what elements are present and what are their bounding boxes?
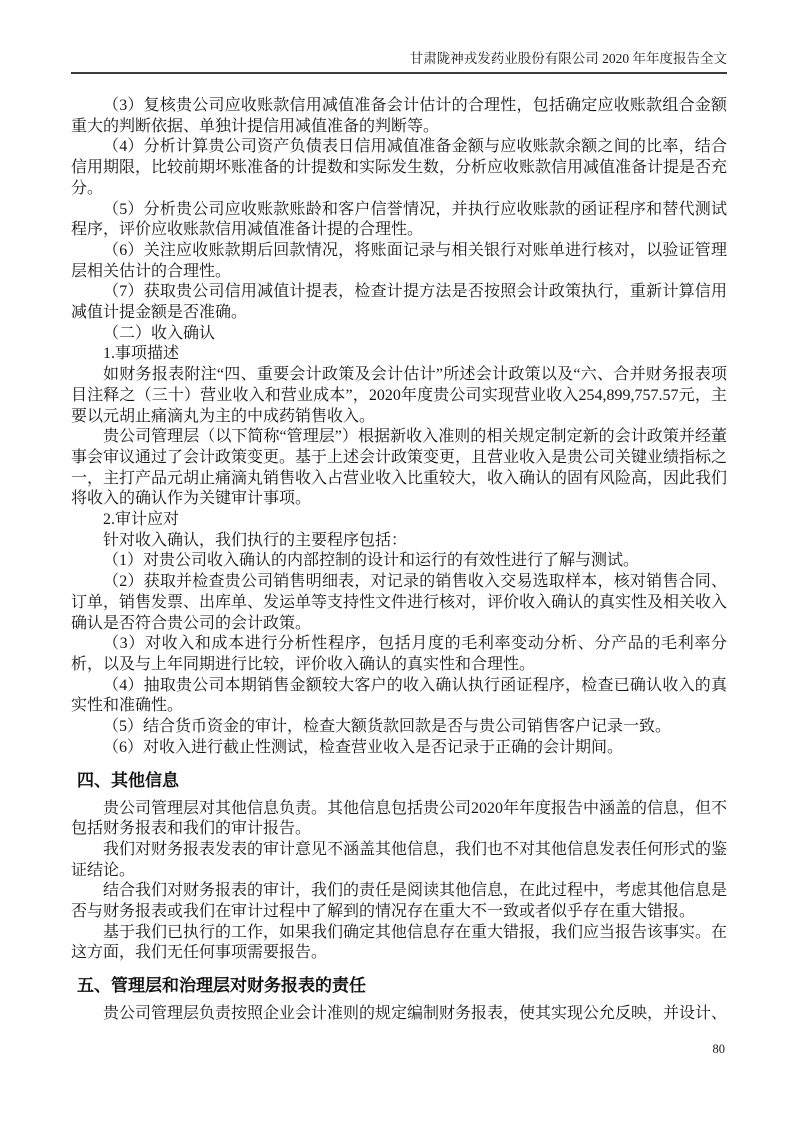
paragraph: （6）关注应收账款期后回款情况，将账面记录与相关银行对账单进行核对，以验证管理层相关估计的合理性。 — [71, 241, 727, 280]
paragraph: （7）获取贵公司信用减值计提表，检查计提方法是否按照会计政策执行，重新计算信用减值计提金额是否准确。 — [71, 283, 727, 322]
paragraph: 如财务报表附注“四、重要会计政策及会计估计”所述会计政策以及“六、合并财务报表项目注释之（三十）营业收入和营业成本”，2020年度贵公司实现营业收入254,899,757.57元，主要以元胡止痛滴丸为主的中成药销售收入。 — [71, 366, 727, 425]
section-heading: 四、其他信息 — [77, 770, 179, 790]
paragraph: 贵公司管理层对其他信息负责。其他信息包括贵公司2020年年度报告中涵盖的信息，但不包括财务报表和我们的审计报告。 — [71, 799, 728, 838]
paragraph: （6）对收入进行截止性测试，检查营业收入是否记录于正确的会计期间。 — [103, 738, 624, 756]
paragraph: （2）获取并检查贵公司销售明细表，对记录的销售收入交易选取样本，核对销售合同、订单，销售发票、出库单、发运单等支持性文件进行核对，评价收入确认的真实性及相关收入确认是否符合贵公司的会计政策。 — [71, 573, 728, 632]
paragraph: 贵公司管理层（以下简称“管理层”）根据新收入准则的相关规定制定新的会计政策并经董事会审议通过了会计政策变更。基于上述会计政策变更，且营业收入是贵公司关键业绩指标之一，主打产品元胡止痛滴丸销售收入占营业收入比重较大，收入确认的固有风险高，因此我们将收入的确认作为关键审计事项。 — [71, 428, 728, 508]
paragraph: （4）抽取贵公司本期销售金额较大客户的收入确认执行函证程序，检查已确认收入的真实性和准确性。 — [71, 676, 727, 715]
paragraph: 我们对财务报表发表的审计意见不涵盖其他信息，我们也不对其他信息发表任何形式的鉴证结论。 — [71, 840, 728, 879]
paragraph: （1）对贵公司收入确认的内部控制的设计和运行的有效性进行了解与测试。 — [103, 552, 640, 570]
document-body — [71, 96, 727, 1025]
paragraph: （3）对收入和成本进行分析性程序，包括月度的毛利率变动分析、分产品的毛利率分析，以及与上年同期进行比较，评价收入确认的真实性和合理性。 — [71, 635, 727, 673]
paragraph: 针对收入确认，我们执行的主要程序包括： — [103, 531, 408, 549]
paragraph: 1.事项描述 — [103, 345, 180, 363]
paragraph: 基于我们已执行的工作，如果我们确定其他信息存在重大错报，我们应当报告该事实。在这方面，我们无任何事项需要报告。 — [71, 923, 728, 962]
paragraph: 贵公司管理层负责按照企业会计准则的规定编制财务报表，使其实现公允反映，并设计、 — [103, 1005, 728, 1023]
paragraph: （5）结合货币资金的审计，检查大额货款回款是否与贵公司销售客户记录一致。 — [103, 718, 672, 736]
paragraph: 2.审计应对 — [103, 511, 180, 529]
page-number: 80 — [712, 1042, 725, 1056]
paragraph: （3）复核贵公司应收账款信用减值准备会计估计的合理性，包括确定应收账款组合金额重大的判断依据、单独计提信用减值准备的判断等。 — [71, 97, 727, 135]
paragraph: 结合我们对财务报表的审计，我们的责任是阅读其他信息，在此过程中，考虑其他信息是否与财务报表或我们在审计过程中了解到的情况存在重大不一致或者似乎存在重大错报。 — [71, 882, 728, 921]
page-header-title: 甘肃陇神戎发药业股份有限公司 2020 年年度报告全文 — [409, 51, 727, 66]
paragraph: （4）分析计算贵公司资产负债表日信用减值准备金额与应收账款余额之间的比率，结合信用期限，比较前期坏账准备的计提数和实际发生数，分析应收账款信用减值准备计提是否充分。 — [71, 138, 728, 197]
section-heading: 五、管理层和治理层对财务报表的责任 — [77, 976, 366, 996]
paragraph: （二）收入确认 — [103, 324, 216, 342]
page-header — [71, 50, 727, 74]
paragraph: （5）分析贵公司应收账款账龄和客户信誉情况，并执行应收账款的函证程序和替代测试程序，评价应收账款信用减值准备计提的合理性。 — [71, 200, 727, 239]
